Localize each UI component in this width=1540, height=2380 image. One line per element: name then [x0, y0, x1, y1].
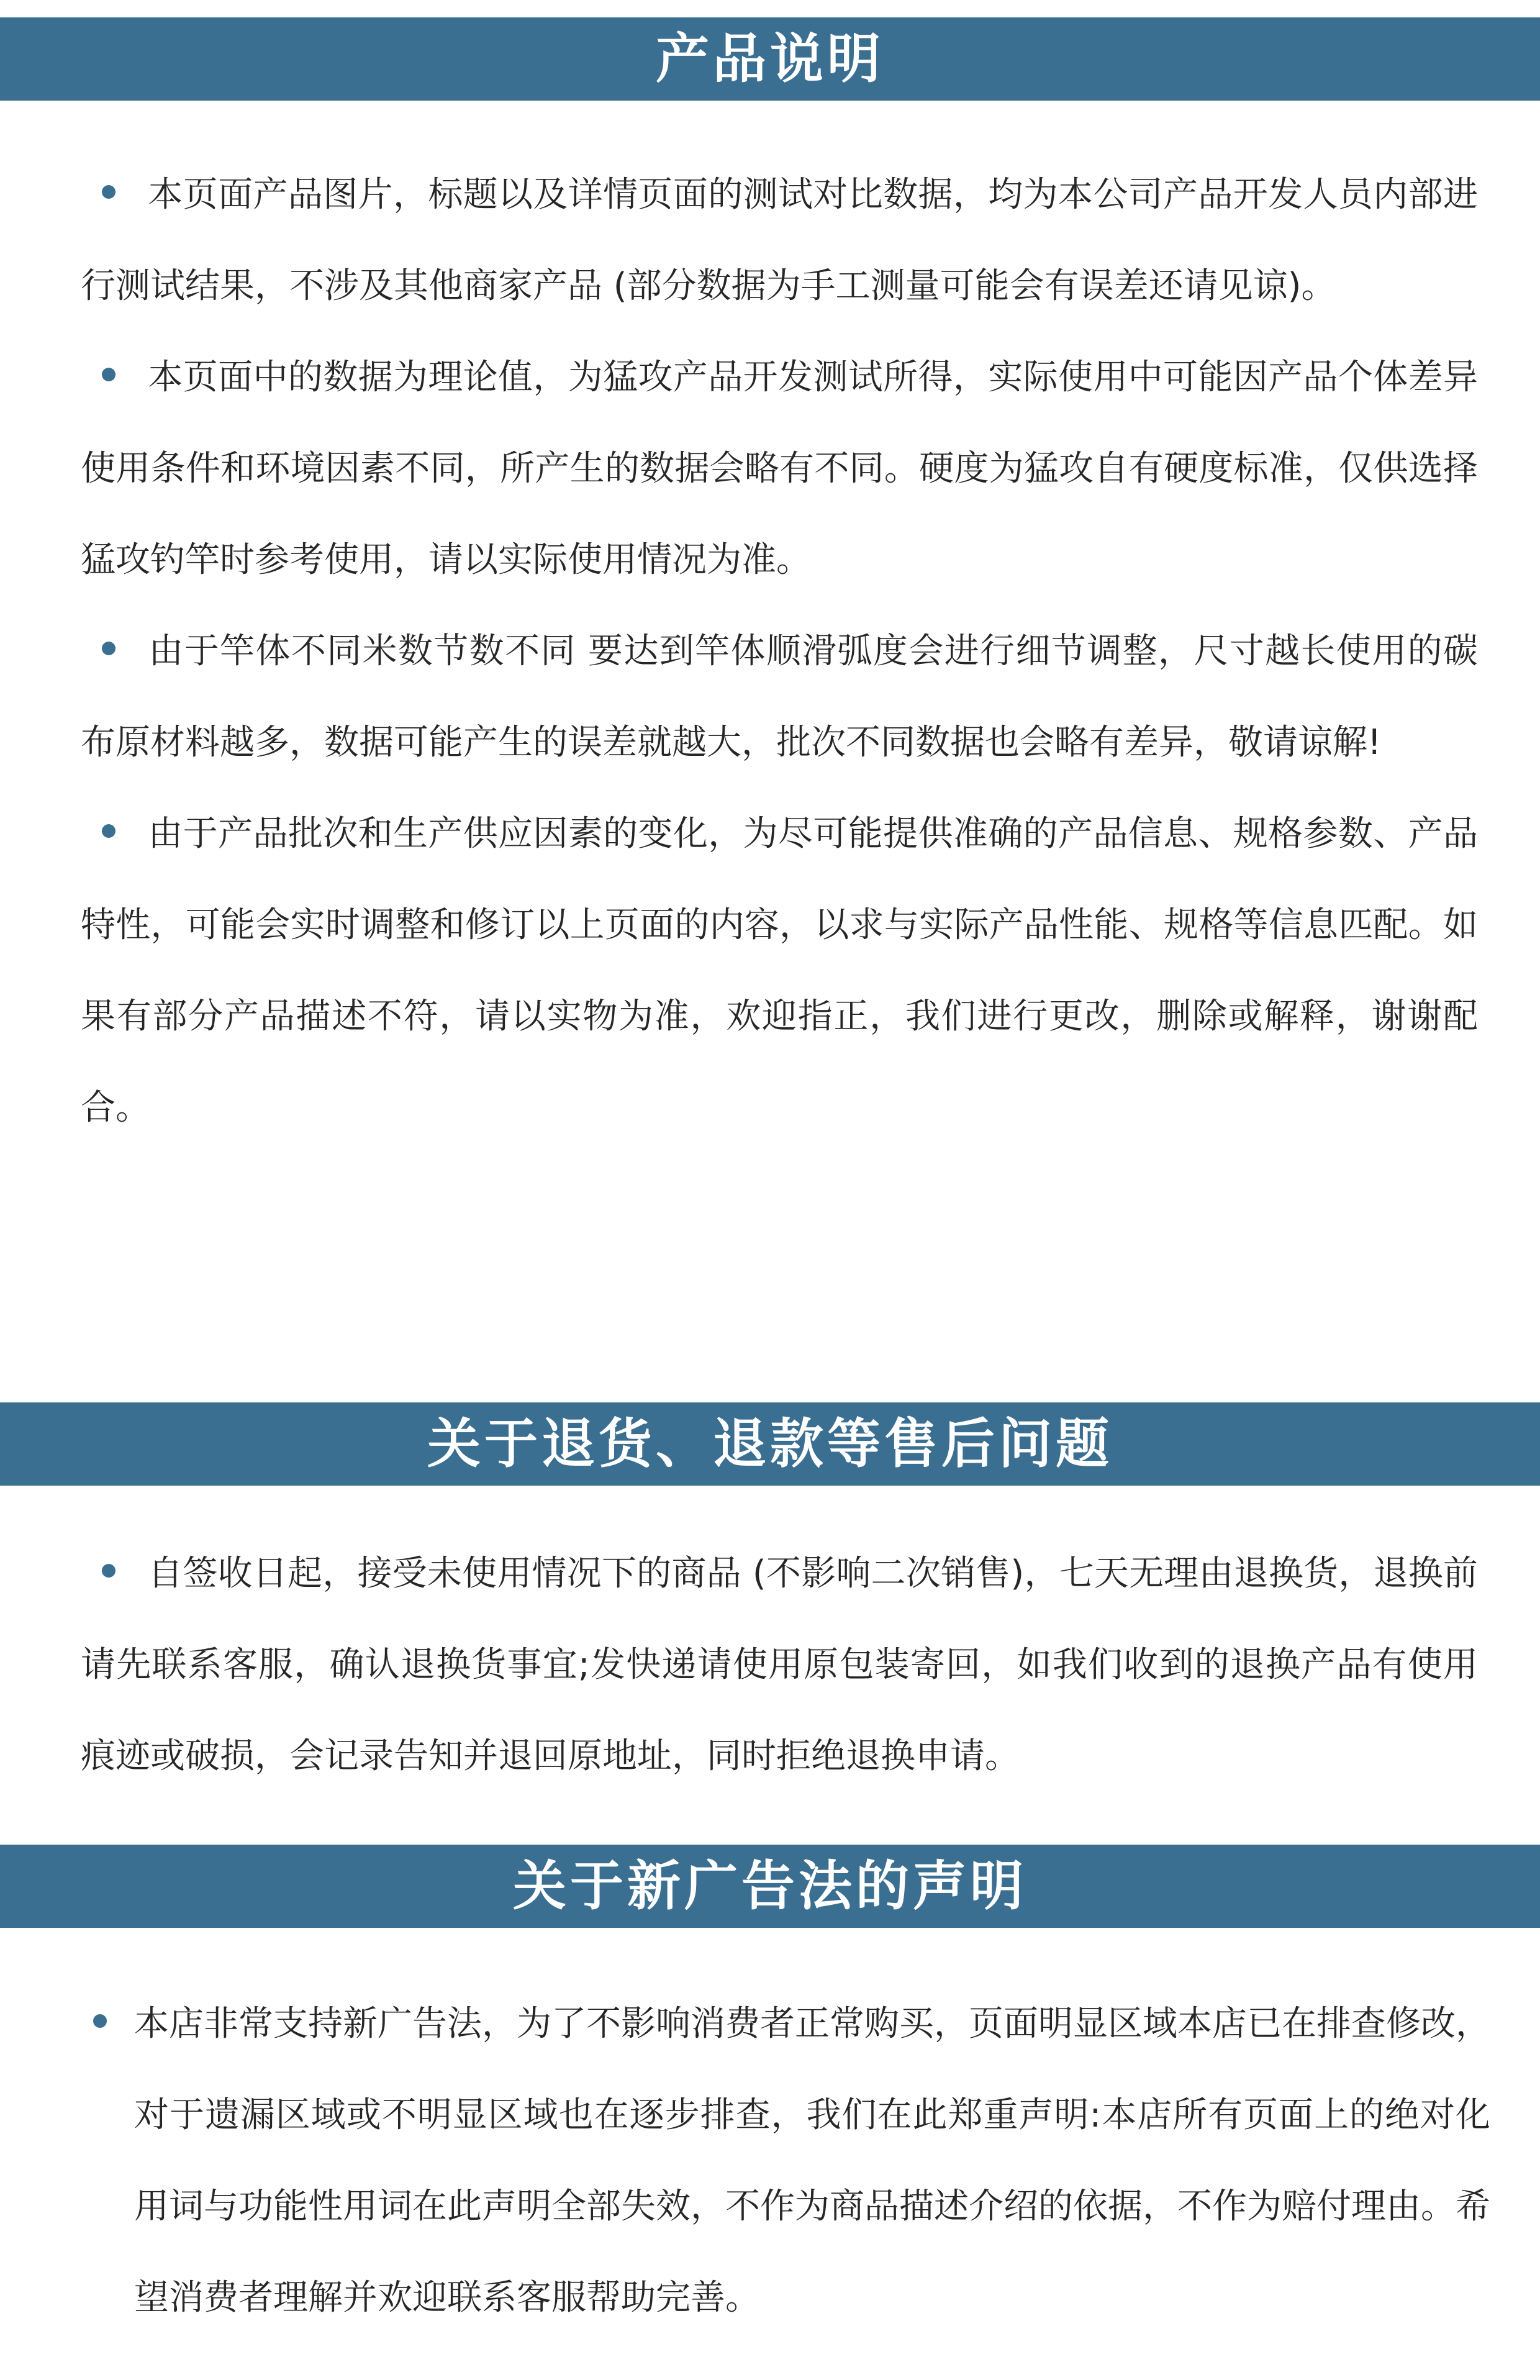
- bullet-dot-icon: [93, 2014, 107, 2028]
- section-product-notes: [81, 149, 1478, 1153]
- paragraph-item: [81, 149, 1478, 332]
- section-ad-law-statement: [93, 1978, 1490, 2343]
- paragraph-item: [81, 332, 1478, 606]
- bullet-dot-icon: [102, 824, 116, 838]
- paragraph-item: [81, 606, 1478, 788]
- section-title-product-notes: 产品说明: [656, 28, 884, 90]
- paragraph-item: [93, 1978, 1490, 2343]
- paragraph-item: [81, 788, 1478, 1153]
- bullet-dot-icon: [102, 185, 116, 199]
- section-title-ad-law-statement: 关于新广告法的声明: [513, 1855, 1027, 1917]
- bullet-dot-icon: [102, 368, 116, 381]
- section-banner-after-sales: [0, 1402, 1540, 1486]
- bullet-dot-icon: [102, 1564, 116, 1578]
- paragraph-text: 自签收日起，接受未使用情况下的商品 (不影响二次销售)，七天无理由退换货，退换前请先联系客服，确认退换货事宜;发快递请使用原包装寄回，如我们收到的退换产品有使用痕迹或破损，会记录告知并退回原地址，同时拒绝退换申请。: [81, 1553, 1478, 1776]
- paragraph-text: 本店非常支持新广告法，为了不影响消费者正常购买，页面明显区域本店已在排查修改，对于遗漏区域或不明显区域也在逐步排查，我们在此郑重声明:本店所有页面上的绝对化用词与功能性用词在此声明全部失效，不作为商品描述介绍的依据，不作为赔付理由。希望消费者理解并欢迎联系客服帮助完善。: [134, 2004, 1490, 2318]
- paragraph-text: 本页面产品图片，标题以及详情页面的测试对比数据，均为本公司产品开发人员内部进行测试结果，不涉及其他商家产品 (部分数据为手工测量可能会有误差还请见谅)。: [81, 175, 1478, 306]
- paragraph-text: 本页面中的数据为理论值，为猛攻产品开发测试所得，实际使用中可能因产品个体差异使用条件和环境因素不同，所产生的数据会略有不同。硬度为猛攻自有硬度标准，仅供选择猛攻钓竿时参考使用，请以实际使用情况为准。: [81, 357, 1478, 580]
- section-title-after-sales: 关于退货、退款等售后问题: [427, 1413, 1113, 1475]
- section-after-sales: [81, 1528, 1478, 1802]
- section-banner-ad-law-statement: [0, 1845, 1540, 1928]
- paragraph-item: [81, 1528, 1478, 1802]
- paragraph-text: 由于产品批次和生产供应因素的变化，为尽可能提供准确的产品信息、规格参数、产品特性，可能会实时调整和修订以上页面的内容，以求与实际产品性能、规格等信息匹配。如果有部分产品描述不符，请以实物为准，欢迎指正，我们进行更改，删除或解释，谢谢配合。: [81, 814, 1478, 1128]
- bullet-dot-icon: [102, 642, 116, 655]
- section-banner-product-notes: [0, 17, 1540, 101]
- paragraph-text: 由于竿体不同米数节数不同 要达到竿体顺滑弧度会进行细节调整，尺寸越长使用的碳布原材料越多，数据可能产生的误差就越大，批次不同数据也会略有差异，敬请谅解!: [81, 631, 1478, 763]
